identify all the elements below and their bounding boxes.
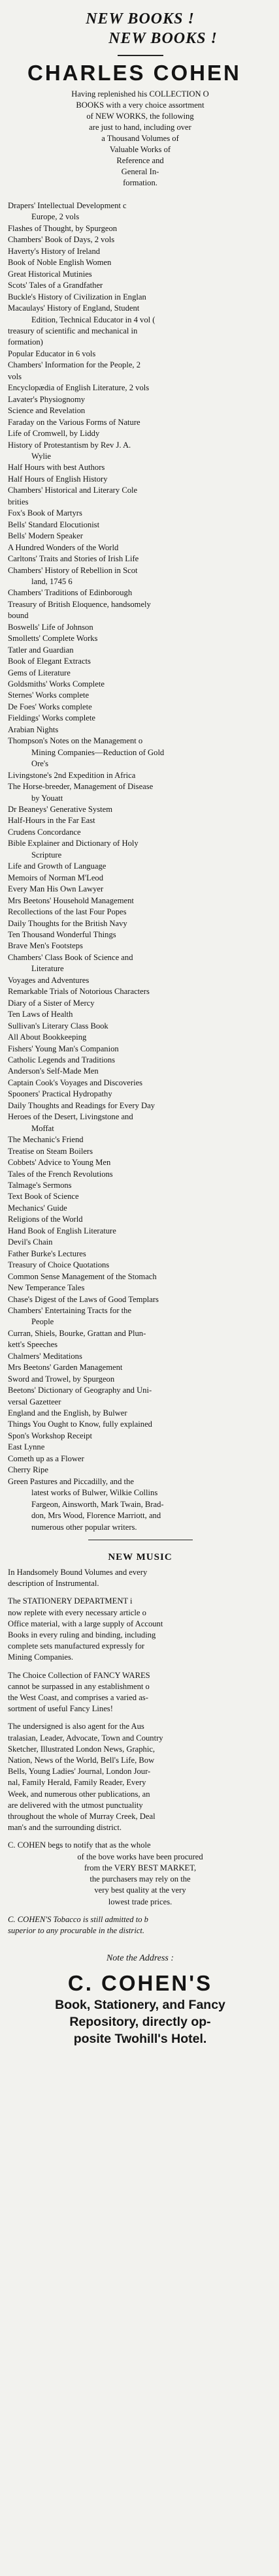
book-entry: History of Protestantism by Rev J. A. — [8, 440, 131, 450]
shop-description: Book, Stationery, and Fancy — [55, 1998, 225, 2013]
book-list — [8, 200, 272, 1533]
stationery-paragraph — [8, 1596, 272, 1663]
book-entry: Chambers' History of Rebellion in Scot — [8, 565, 138, 575]
book-entry: Chambers' Class Book of Science and — [8, 952, 133, 962]
paragraph-line: Office material, with a large supply of Account — [8, 1619, 163, 1628]
book-entry: Bible Explainer and Dictionary of Holy — [8, 839, 139, 848]
book-entry: Mrs Beetons' Household Management — [8, 895, 134, 905]
book-entry: Beetons' Dictionary of Geography and Uni- — [8, 1386, 152, 1395]
book-entry: Remarkable Trials of Notorious Characters — [8, 987, 150, 997]
book-entry: Faraday on the Various Forms of Nature — [8, 417, 140, 427]
book-entry: Tales of the French Revolutions — [8, 1169, 113, 1179]
book-entry: Book of Elegant Extracts — [8, 657, 91, 666]
intro-line: Having replenished his COLLECTION O — [71, 89, 209, 99]
book-entry: Tatler and Guardian — [8, 645, 74, 655]
paragraph-line: throughout the whole of Murray Creek, Deal — [8, 1812, 156, 1822]
book-entry: Religions of the World — [8, 1215, 83, 1224]
book-entry: vols — [8, 371, 22, 381]
book-entry: Buckle's History of Civilization in Englan — [8, 292, 146, 302]
intro-line: are just to hand, including over — [89, 123, 191, 132]
book-entry: Literature — [31, 964, 64, 974]
book-entry: Cometh up as a Flower — [8, 1453, 84, 1463]
paragraph-line: Bells, Young Ladies' Journal, London Jour- — [8, 1767, 151, 1777]
book-entry: Ten Thousand Wonderful Things — [8, 930, 116, 939]
book-entry: Chambers' Entertaining Tracts for the — [8, 1305, 132, 1315]
book-entry: Scripture — [31, 850, 62, 860]
book-entry: Voyages and Adventures — [8, 975, 90, 985]
paragraph-line: Week, and numerous other publications, an — [8, 1789, 150, 1799]
book-entry: Boswells' Life of Johnson — [8, 622, 93, 632]
book-entry: Haverty's History of Ireland — [8, 246, 101, 256]
book-entry: Chase's Digest of the Laws of Good Templars — [8, 1294, 159, 1304]
book-entry: A Hundred Wonders of the World — [8, 542, 119, 552]
book-entry: Text Book of Science — [8, 1192, 79, 1202]
intro-line: Valuable Works of — [109, 145, 171, 154]
book-entry: Arabian Nights — [8, 724, 59, 734]
book-entry: latest works of Bulwer, Wilkie Collins — [31, 1488, 158, 1498]
book-entry: numerous other popular writers. — [31, 1522, 137, 1532]
book-entry: De Foes' Works complete — [8, 702, 92, 711]
book-entry: Mining Companies—Reduction of Gold — [31, 747, 165, 757]
shop-location: Repository, directly op- — [69, 2015, 211, 2030]
book-entry: brities — [8, 497, 29, 506]
book-entry: Life of Cromwell, by Liddy — [8, 429, 100, 439]
book-entry: Fishers' Young Man's Companion — [8, 1044, 119, 1053]
book-entry: Treasury of Choice Quotations — [8, 1260, 110, 1270]
paragraph-line: C. COHEN begs to notify that as the whole — [8, 1840, 151, 1850]
book-entry: Things You Ought to Know, fully explained — [8, 1420, 152, 1429]
intro-line: of NEW WORKS, the following — [86, 112, 194, 121]
book-entry: Chalmers' Meditations — [8, 1351, 82, 1361]
intro-line: a Thousand Volumes of — [101, 134, 179, 143]
paragraph-line: very best quality at the very — [94, 1885, 186, 1895]
paragraph-line: sortment of useful Fancy Lines! — [8, 1704, 113, 1714]
book-entry: Europe, 2 vols — [31, 212, 80, 222]
paragraph-line: cannot be surpassed in any establishment o — [8, 1681, 150, 1691]
book-entry: East Lynne — [8, 1442, 45, 1452]
merchant-name: CHARLES COHEN — [27, 61, 241, 85]
book-entry: Cherry Ripe — [8, 1465, 48, 1475]
paragraph-line: superior to any procurable in the district. — [8, 1925, 145, 1935]
book-entry: Sword and Trowel, by Spurgeon — [8, 1374, 115, 1384]
book-entry: Moffat — [31, 1123, 54, 1133]
book-entry: Catholic Legends and Traditions — [8, 1055, 116, 1064]
book-entry: Devil's Chain — [8, 1237, 53, 1247]
fancy-wares-paragraph — [8, 1670, 272, 1715]
book-entry: Chambers' Historical and Literary Cole — [8, 486, 138, 495]
book-entry: Mrs Beetons' Garden Management — [8, 1363, 123, 1373]
book-entry: Every Man His Own Lawyer — [8, 884, 104, 894]
book-entry: The Horse-breeder, Management of Disease — [8, 782, 154, 792]
book-entry: New Temperance Tales — [8, 1283, 85, 1293]
book-entry: formation) — [8, 337, 43, 347]
intro-line: Reference and — [116, 156, 164, 165]
book-entry: Mechanics' Guide — [8, 1203, 67, 1213]
paragraph-line: the West Coast, and comprises a varied as- — [8, 1693, 148, 1703]
book-entry: by Youatt — [31, 793, 63, 803]
book-entry: Book of Noble English Women — [8, 258, 112, 268]
book-entry: Chambers' Traditions of Edinborough — [8, 588, 133, 598]
book-entry: Fox's Book of Martyrs — [8, 508, 82, 518]
book-entry: Scots' Tales of a Grandfather — [8, 281, 103, 290]
new-music-heading: NEW MUSIC — [108, 1552, 172, 1563]
book-entry: Science and Revelation — [8, 406, 86, 416]
paragraph-line: the purchasers may rely on the — [90, 1874, 191, 1884]
book-entry: Recollections of the last Four Popes — [8, 907, 127, 917]
book-entry: Goldsmiths' Works Complete — [8, 679, 105, 689]
book-entry: bound — [8, 611, 29, 621]
book-entry: Captain Cook's Voyages and Discoveries — [8, 1078, 143, 1087]
paragraph-line: from the VERY BEST MARKET, — [84, 1863, 197, 1872]
book-entry: Fieldings' Works complete — [8, 713, 95, 723]
paragraph-line: of the bove works have been procured — [77, 1852, 203, 1861]
book-entry: Encyclopædia of English Literature, 2 vols — [8, 383, 150, 393]
paragraph-line: Mining Companies. — [8, 1653, 74, 1662]
paragraph-line: In Handsomely Bound Volumes and every — [8, 1568, 148, 1577]
book-entry: Livingstone's 2nd Expedition in Africa — [8, 770, 136, 780]
book-entry: Green Pastures and Piccadilly, and the — [8, 1476, 134, 1486]
book-entry: Gems of Literature — [8, 668, 71, 677]
book-entry: Fargeon, Ainsworth, Mark Twain, Brad- — [31, 1499, 164, 1509]
book-entry: Diary of a Sister of Mercy — [8, 998, 95, 1008]
headline-new-books-2: NEW BOOKS ! — [108, 30, 218, 47]
book-entry: Half-Hours in the Far East — [8, 816, 95, 826]
paragraph-line: man's and the surrounding district. — [8, 1823, 122, 1833]
book-entry: Bells' Standard Elocutionist — [8, 520, 100, 529]
shop-hotel: posite Twohill's Hotel. — [73, 2032, 207, 2047]
book-entry: Smolletts' Complete Works — [8, 634, 98, 644]
paragraph-line: The undersigned is also agent for the Aus — [8, 1722, 144, 1731]
book-entry: Cobbets' Advice to Young Men — [8, 1158, 111, 1168]
book-entry: Treasury of British Eloquence, handsomely — [8, 599, 151, 609]
paragraph-line: now replete with every necessary article o — [8, 1607, 146, 1617]
book-entry: Wylie — [31, 451, 52, 461]
shop-name: C. COHEN'S — [67, 1971, 213, 1996]
book-entry: Daily Thoughts for the British Navy — [8, 918, 127, 928]
book-entry: treasury of scientific and mechanical in — [8, 326, 138, 335]
paragraph-line: complete sets manufactured expressly for — [8, 1641, 145, 1651]
book-entry: Flashes of Thought, by Spurgeon — [8, 223, 118, 233]
book-entry: Carltons' Traits and Stories of Irish Life — [8, 554, 139, 564]
prices-paragraph — [8, 1840, 272, 1907]
book-entry: Half Hours of English History — [8, 474, 108, 484]
book-entry: Anderson's Self-Made Men — [8, 1066, 99, 1076]
book-entry: Memoirs of Norman M'Leod — [8, 873, 104, 882]
book-entry: Lavater's Physiognomy — [8, 394, 86, 404]
book-entry: People — [31, 1317, 54, 1327]
paragraph-line: Nation, News of the World, Bell's Life, Bow — [8, 1756, 155, 1765]
paragraph-line: C. COHEN'S Tobacco is still admitted to b — [8, 1914, 148, 1924]
book-entry: Drapers' Intellectual Development c — [8, 201, 127, 210]
book-entry: Spooners' Practical Hydropathy — [8, 1089, 112, 1099]
book-entry: Heroes of the Desert, Livingstone and — [8, 1112, 133, 1122]
tobacco-paragraph — [8, 1914, 272, 1936]
book-entry: Chambers' Information for the People, 2 — [8, 360, 141, 370]
book-entry: The Mechanic's Friend — [8, 1135, 84, 1145]
intro-line: General In- — [121, 167, 159, 176]
book-entry: Thompson's Notes on the Management o — [8, 736, 143, 746]
book-entry: Great Historical Mutinies — [8, 269, 92, 279]
book-entry: Sullivan's Literary Class Book — [8, 1021, 108, 1031]
book-entry: Brave Men's Footsteps — [8, 941, 83, 951]
intro-paragraph — [8, 89, 272, 189]
intro-line: formation. — [123, 178, 157, 187]
paragraph-line: The STATIONERY DEPARTMENT i — [8, 1596, 133, 1606]
address-note: Note the Address : — [106, 1953, 174, 1964]
book-entry: don, Mrs Wood, Florence Marriott, and — [31, 1511, 161, 1521]
book-entry: Popular Educator in 6 vols — [8, 349, 96, 358]
book-entry: Half Hours with best Authors — [8, 463, 105, 473]
paragraph-line: lowest trade prices. — [108, 1897, 172, 1906]
divider — [118, 55, 163, 56]
book-entry: kett's Speeches — [8, 1340, 58, 1350]
book-entry: Father Burke's Lectures — [8, 1249, 86, 1258]
book-entry: land, 1745 6 — [31, 576, 73, 586]
paragraph-line: The Choice Collection of FANCY WARES — [8, 1670, 150, 1680]
paragraph-line: are delivered with the utmost punctuality — [8, 1800, 143, 1810]
book-entry: versal Gazetteer — [8, 1397, 61, 1406]
book-entry: Spon's Workshop Receipt — [8, 1431, 93, 1440]
book-entry: Hand Book of English Literature — [8, 1226, 116, 1235]
book-entry: Common Sense Management of the Stomach — [8, 1271, 157, 1281]
paragraph-line: nal, Family Herald, Family Reader, Every — [8, 1778, 146, 1788]
book-entry: Crudens Concordance — [8, 827, 81, 837]
book-entry: Sternes' Works complete — [8, 691, 90, 700]
book-entry: Life and Growth of Language — [8, 861, 107, 871]
paragraph-line: Sketcher, Illustrated London News, Graphic, — [8, 1744, 156, 1754]
agent-paragraph — [8, 1721, 272, 1833]
book-entry: All About Bookkeeping — [8, 1032, 87, 1042]
headline-new-books-1: NEW BOOKS ! — [86, 10, 195, 27]
book-entry: Edition, Technical Educator in 4 vol ( — [31, 315, 156, 324]
book-entry: England and the English, by Bulwer — [8, 1408, 127, 1418]
book-entry: Macaulays' History of England, Student — [8, 303, 140, 313]
book-entry: Curran, Shiels, Bourke, Grattan and Plun- — [8, 1328, 146, 1338]
music-paragraph — [8, 1567, 272, 1589]
paragraph-line: Books in every ruling and binding, including — [8, 1630, 156, 1640]
intro-line: BOOKS with a very choice assortment — [76, 101, 205, 110]
book-entry: Daily Thoughts and Readings for Every Day — [8, 1100, 156, 1110]
book-entry: Ore's — [31, 759, 49, 769]
paragraph-line: tralasian, Leader, Advocate, Town and Country — [8, 1733, 163, 1743]
paragraph-line: description of Instrumental. — [8, 1579, 99, 1589]
book-entry: Chambers' Book of Days, 2 vols — [8, 235, 115, 245]
book-entry: Dr Beaneys' Generative System — [8, 805, 112, 815]
book-entry: Ten Laws of Health — [8, 1010, 73, 1019]
book-entry: Bells' Modern Speaker — [8, 531, 83, 541]
book-entry: Treatise on Steam Boilers — [8, 1146, 93, 1156]
book-entry: Talmage's Sermons — [8, 1180, 72, 1190]
